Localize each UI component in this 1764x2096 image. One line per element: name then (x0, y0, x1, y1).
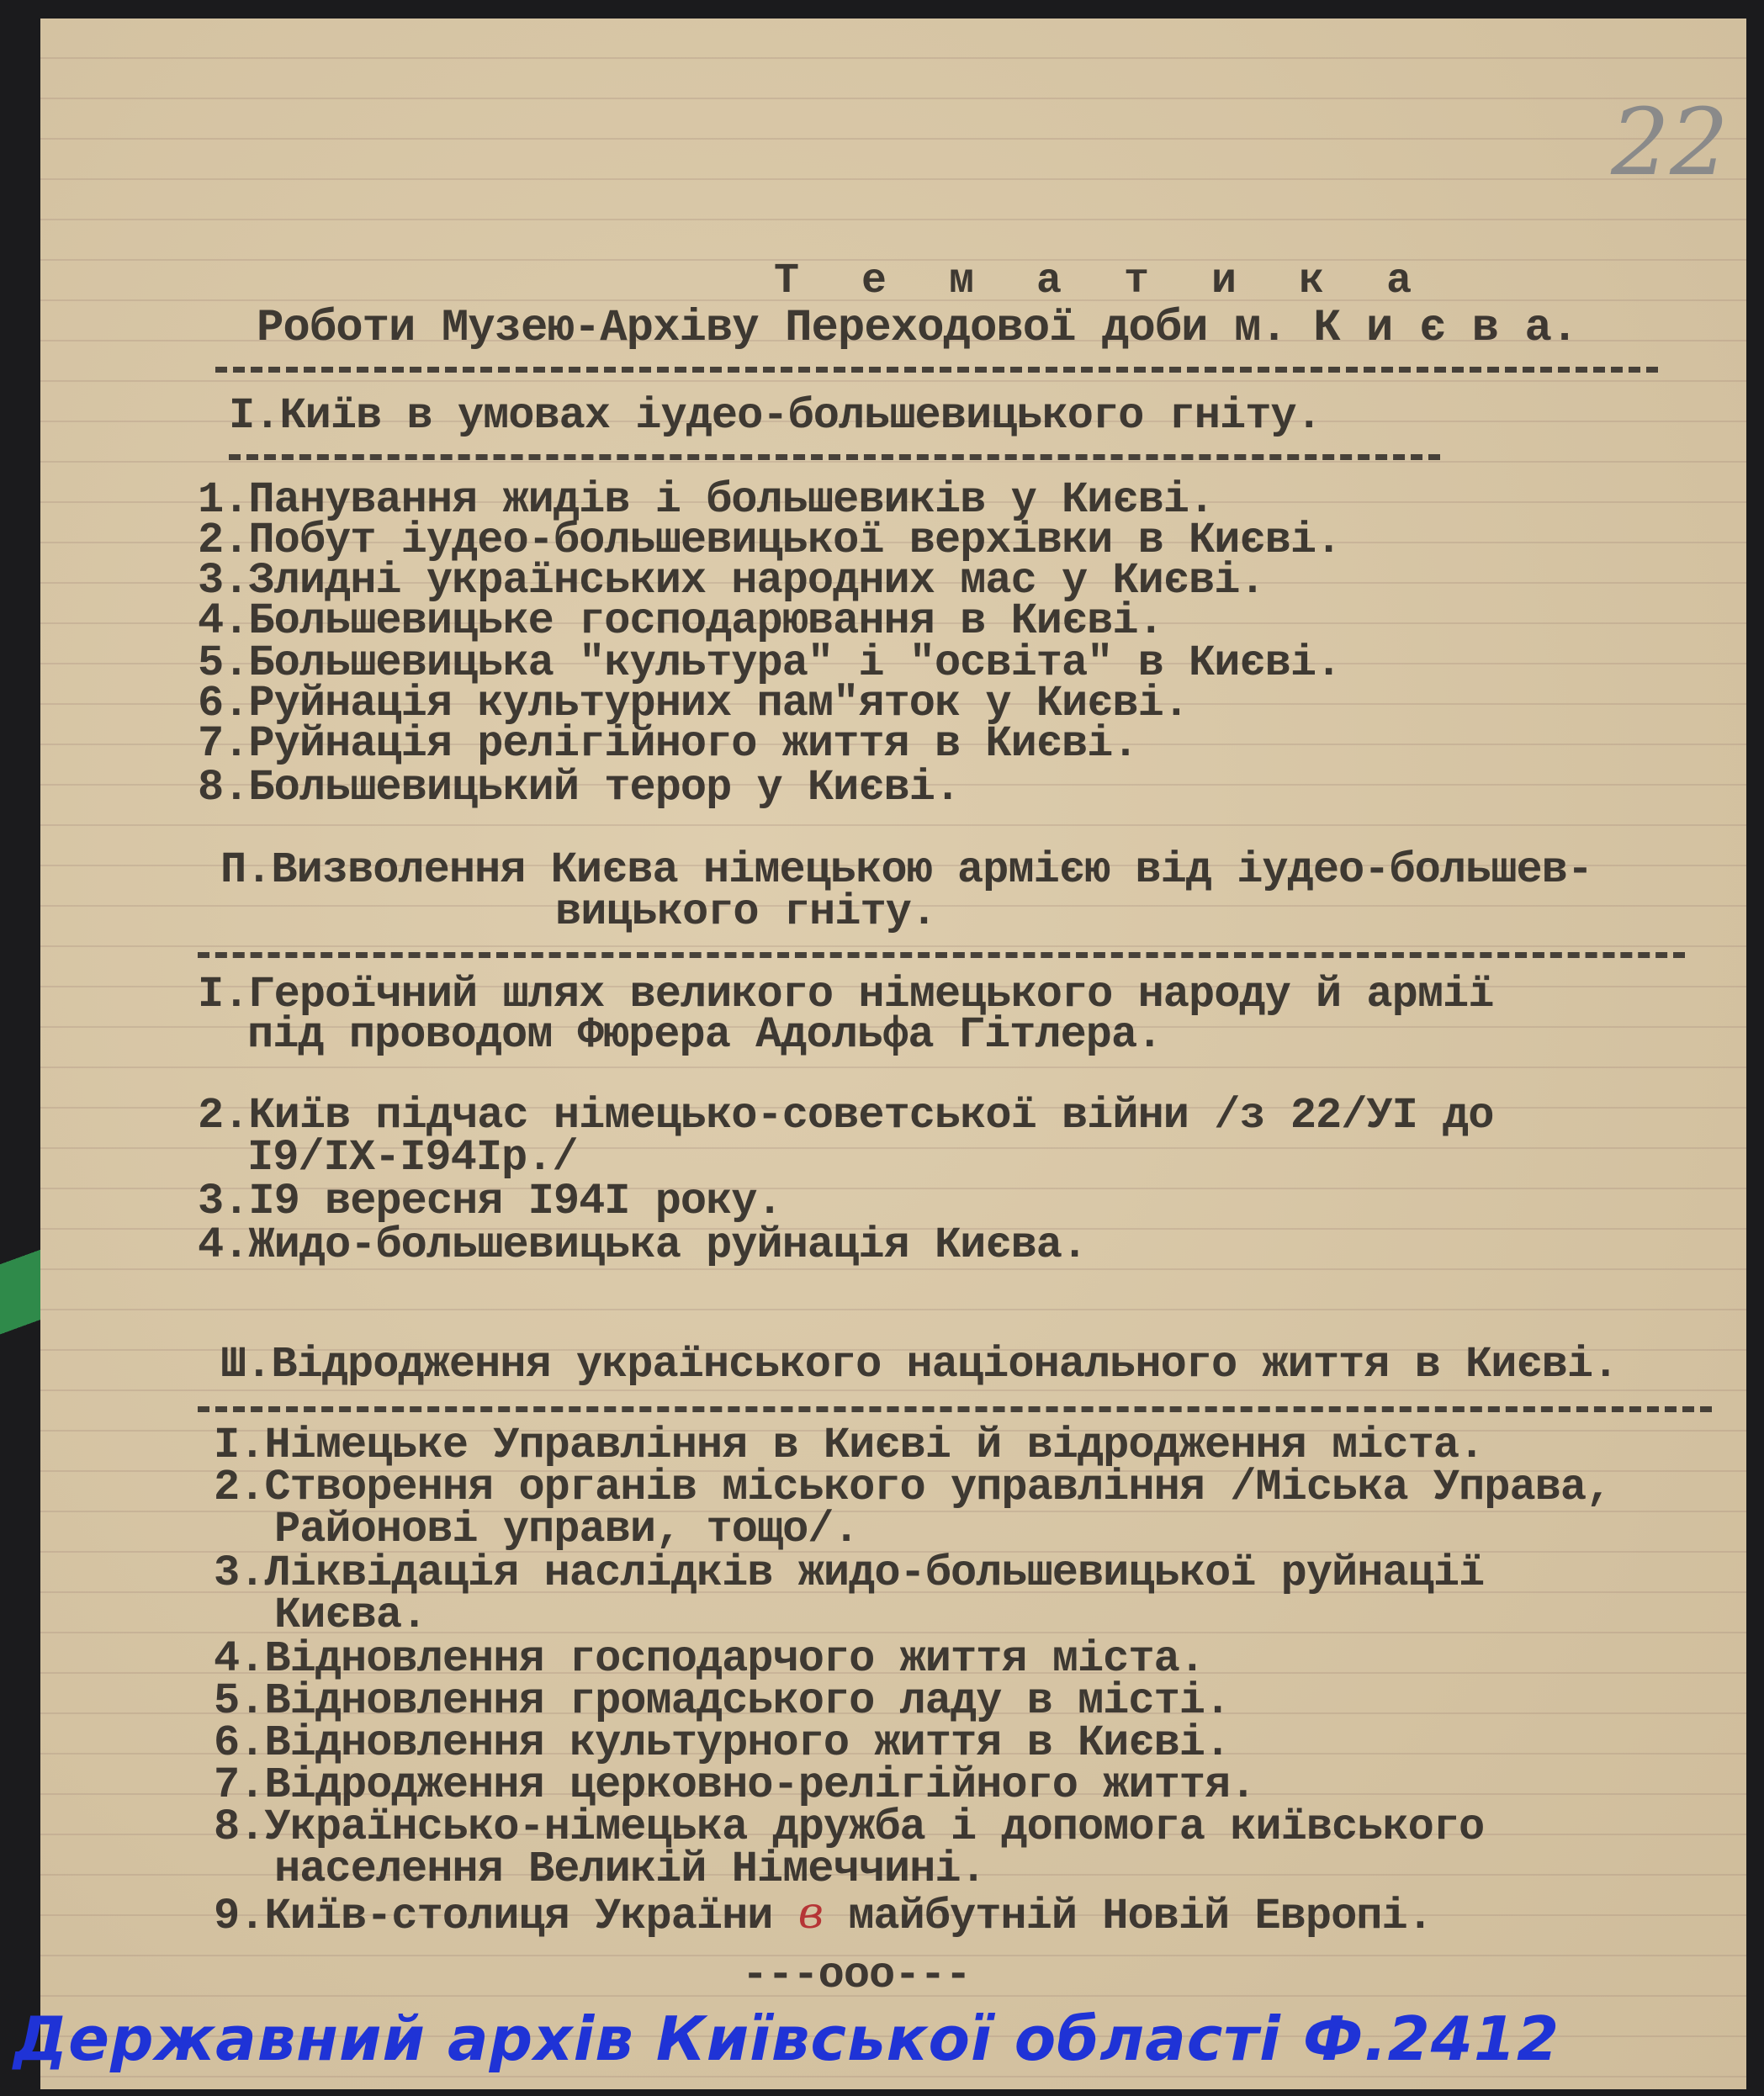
section-3-heading: Ш.Відродження українського національного життя в Києві. (220, 1340, 1618, 1389)
list-item: 2.Створення органів міського управління /Міська Управа, (214, 1463, 1612, 1512)
divider (198, 952, 1685, 958)
section-2-heading-cont: вицького гніту. (555, 887, 937, 937)
divider (215, 367, 1658, 373)
list-item (214, 1888, 1433, 1941)
divider (198, 1406, 1712, 1412)
list-item: 2.Київ підчас німецько-советської війни /з 22/УІ до (198, 1091, 1494, 1141)
section-1-heading: І.Київ в умовах іудео-большевицького гніту. (229, 391, 1322, 441)
list-item-cont: I9/IX-I94Iр./ (247, 1133, 578, 1183)
list-item-cont: Києва. (274, 1591, 427, 1640)
list-item: 3.Злидні українських народних мас у Києві. (198, 556, 1265, 606)
list-item: 4.Жидо-большевицька руйнація Києва. (198, 1220, 1088, 1270)
item-text: 9.Київ-столиця України (214, 1892, 798, 1941)
list-item: 4.Большевицьке господарювання в Києві. (198, 596, 1163, 646)
list-item: 4.Відновлення господарчого життя міста. (214, 1634, 1205, 1684)
list-item: 5.Відновлення громадського ладу в місті. (214, 1676, 1231, 1726)
closing-mark: ---ooo--- (742, 1950, 971, 2000)
document-title: Т е м а т и к а (774, 257, 1431, 305)
list-item: І.Німецьке Управління в Києві й відродження міста. (214, 1421, 1485, 1470)
section-2-heading: П.Визволення Києва німецькою армією від іудео-большев- (220, 845, 1593, 895)
item-text: майбутній Новій Европі. (822, 1892, 1433, 1941)
list-item-cont: населення Великій Німеччині. (274, 1845, 986, 1894)
list-item: 5.Большевицька "культура" і "освіта" в Києві. (198, 638, 1342, 688)
list-item: 1.Панування жидів і большевиків у Києві. (198, 475, 1215, 525)
list-item: 6.Відновлення культурного життя в Києві. (214, 1718, 1231, 1768)
list-item: 7.Відродження церковно-релігійного життя. (214, 1760, 1256, 1810)
archive-caption: Державний архів Київської області Ф.2412 (13, 2003, 1560, 2074)
handwritten-correction: в (797, 1888, 823, 1939)
list-item: 3.I9 вересня I94I року. (198, 1177, 782, 1226)
edge-stripe (0, 1194, 40, 1413)
list-item: 8.Українсько-німецька дружба і допомога київського (214, 1802, 1485, 1852)
list-item-cont: під проводом Фюрера Адольфа Гітлера. (247, 1010, 1163, 1060)
list-item: 3.Ліквідація наслідків жидо-большевицької руйнації (214, 1548, 1485, 1598)
list-item: 8.Большевицький терор у Києві. (198, 763, 961, 812)
list-item-cont: Районові управи, тощо/. (274, 1505, 859, 1554)
list-item: 7.Руйнація релігійного життя в Києві. (198, 719, 1138, 769)
list-item: 2.Побут іудео-большевицької верхівки в Києві. (198, 516, 1342, 565)
divider (229, 454, 1440, 460)
document-subtitle: Роботи Музею-Архіву Переходової доби м. К и є в а. (257, 303, 1578, 354)
page-number: 22 (1611, 88, 1729, 196)
list-item: І.Героїчний шлях великого німецького народу й армії (198, 970, 1494, 1019)
list-item: 6.Руйнація культурних пам"яток у Києві. (198, 679, 1189, 728)
